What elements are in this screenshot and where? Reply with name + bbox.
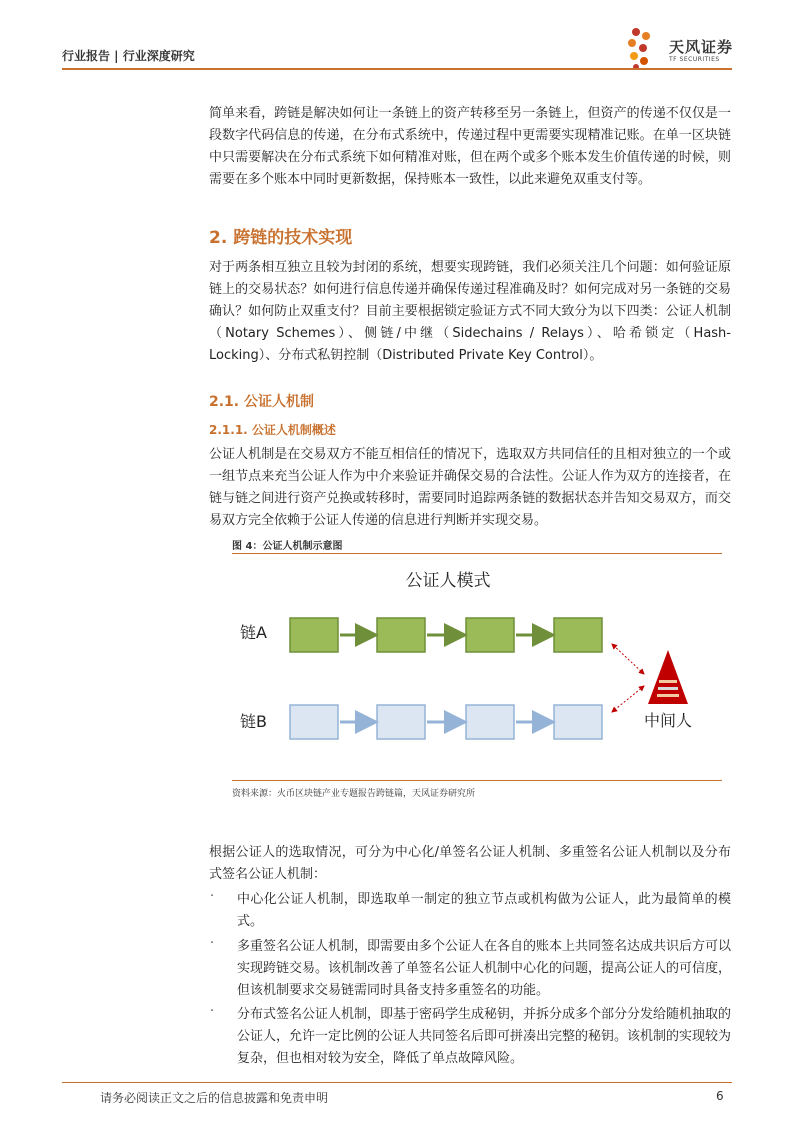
- footer-disclaimer: 请务必阅读正文之后的信息披露和免责申明: [100, 1091, 329, 1105]
- figure-source: 资料来源：火币区块链产业专题报告跨链篇，天风证券研究所: [232, 789, 476, 799]
- diagram-title: 公证人模式: [405, 571, 491, 591]
- middleman-stripe: [657, 694, 679, 697]
- chain-b-block: [466, 705, 514, 739]
- middleman-stripe: [659, 680, 677, 683]
- notary-diagram: [232, 554, 722, 779]
- middleman-link-chain-b: [612, 686, 644, 712]
- chain-b-block: [290, 705, 338, 739]
- bullet-marker: ·: [210, 889, 215, 904]
- logo-petal: [639, 44, 647, 52]
- logo-petal: [640, 57, 648, 65]
- logo-petal: [630, 52, 638, 60]
- bullet-item: 多重签名公证人机制，即需要由多个公证人在各自的账本上共同签名达成共识后方可以实现跨链交易。该机制改善了单签名公证人机制中心化的问题，提高公证人的可信度，但该机制要求交易链需同时具备支持多重签名的功能。: [237, 939, 732, 998]
- bullet-item: 中心化公证人机制，即选取单一制定的独立节点或机构做为公证人，此为最简单的模式。: [237, 892, 731, 929]
- middleman-link-chain-a: [612, 644, 644, 674]
- classification-paragraph: 根据公证人的选取情况，可分为中心化/单签名公证人机制、多重签名公证人机制以及分布式签名公证人机制：: [209, 845, 731, 882]
- chain-a-block: [290, 618, 338, 652]
- logo-brand-name: 天风证券: [669, 38, 734, 56]
- logo-petal: [632, 28, 640, 36]
- chain-b-block: [377, 705, 425, 739]
- section-2-1-1-heading: 2.1.1. 公证人机制概述: [209, 423, 336, 437]
- section-2-heading: 2. 跨链的技术实现: [209, 228, 353, 248]
- chain-a-block: [466, 618, 514, 652]
- bullet-item: 分布式签名公证人机制，即基于密码学生成秘钥，并拆分成多个部分分发给随机抽取的公证人，允许一定比例的公证人共同签名后即可拼凑出完整的秘钥。该机制的实现较为复杂，但也相对较为安全，降低了单点故障风险。: [237, 1007, 732, 1066]
- figure-bottom-rule: [232, 780, 722, 781]
- chain-a-block: [377, 618, 425, 652]
- chain-b-label: 链B: [240, 712, 267, 731]
- bullet-marker: ·: [210, 936, 215, 951]
- header-divider: [62, 68, 732, 70]
- logo-brand-subtitle: TF SECURITIES: [669, 56, 720, 63]
- bullet-marker: ·: [210, 1004, 215, 1019]
- middleman-label: 中间人: [643, 711, 693, 730]
- report-header-title: 行业报告 | 行业深度研究: [62, 49, 195, 63]
- chain-a-label: 链A: [240, 623, 267, 642]
- middleman-stripe: [658, 687, 678, 690]
- section-2-1-heading: 2.1. 公证人机制: [209, 394, 314, 410]
- intro-paragraph: 简单来看，跨链是解决如何让一条链上的资产转移至另一条链上，但资产的传递不仅仅是一段数字代码信息的传递，在分布式系统中，传递过程中更需要实现精准记账。在单一区块链中只需要解决在分布式系统下如何精准对账，但在两个或多个账本发生价值传递的时候，则需要在多个账本中同时更新数据，保持账本一致性，以此来避免双重支付等。: [209, 106, 731, 187]
- section-2-paragraph: 对于两条相互独立且较为封闭的系统，想要实现跨链，我们必须关注几个问题：如何验证原链上的交易状态？如何进行信息传递并确保传递过程准确及时？如何完成对另一条链的交易确认？如何防止双重支付？目前主要根据锁定验证方式不同大致分为以下四类：公证人机制（Notary Schemes）、侧链/中继（Sidechains / Relays）、哈希锁定（Hash-Locking）、分布式私钥控制（Distributed Private Key Control）。: [209, 260, 731, 363]
- logo-petal: [628, 39, 636, 47]
- chain-b-block: [554, 705, 602, 739]
- chain-a-block: [554, 618, 602, 652]
- logo-petal: [642, 32, 650, 40]
- notary-overview-paragraph: 公证人机制是在交易双方不能互相信任的情况下，选取双方共同信任的且相对独立的一个或一组节点来充当公证人作为中介来验证并确保交易的合法性。公证人作为双方的连接者，在链与链之间进行资产兑换或转移时，需要同时追踪两条链的数据状态并告知交易双方，而交易双方完全依赖于公证人传递的信息进行判断并实现交易。: [209, 447, 731, 528]
- page-number: 6: [716, 1089, 724, 1103]
- figure-caption: 图 4：公证人机制示意图: [232, 541, 343, 552]
- footer-divider: [62, 1082, 732, 1083]
